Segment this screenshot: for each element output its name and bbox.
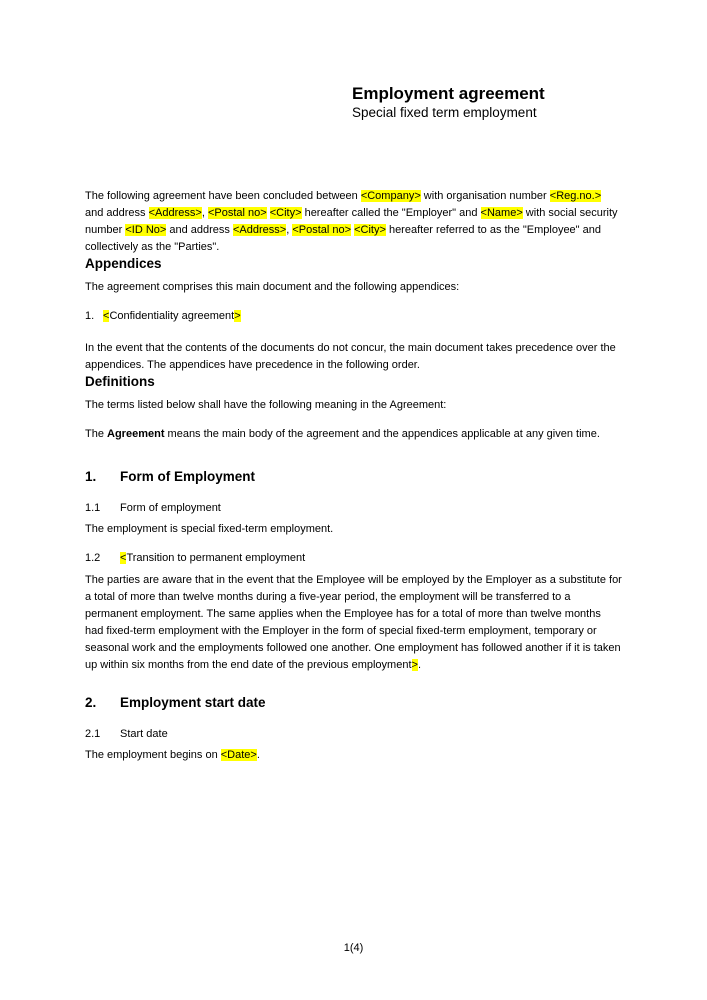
section-2-number: 2. xyxy=(85,695,97,710)
document-header xyxy=(352,84,622,121)
placeholder-highlight: <Address> xyxy=(232,224,287,236)
appendix-item-label xyxy=(103,308,241,325)
subsection-2-1-label: Start date xyxy=(120,728,168,740)
text-segment: means the main body of the agreement and the appendices applicable at any given time. xyxy=(164,428,600,440)
text-segment: hereafter called the "Employer" and xyxy=(301,207,481,219)
subsection-2-1-number: 2.1 xyxy=(85,728,101,740)
subsection-2-1-paragraph xyxy=(85,747,622,764)
appendices-heading: Appendices xyxy=(85,256,162,271)
section-2-heading xyxy=(85,695,622,711)
text-segment: Confidentiality agreement xyxy=(109,310,235,322)
subsection-1-2-paragraph xyxy=(85,572,622,674)
placeholder-highlight: <Reg.no.> xyxy=(549,190,602,202)
section-1-number: 1. xyxy=(85,469,97,484)
text-segment: The xyxy=(85,428,108,440)
placeholder-highlight: > xyxy=(411,659,418,671)
appendices-paragraph-2: In the event that the contents of the documents do not concur, the main document takes precedence over the appendices. The appendices have precedence in the following order. xyxy=(85,342,616,371)
subsection-1-2-heading xyxy=(85,550,622,567)
subsection-1-1-paragraph: The employment is special fixed-term employment. xyxy=(85,523,334,535)
document-content xyxy=(0,84,707,764)
appendix-list-item xyxy=(85,308,622,325)
subsection-2-1-heading xyxy=(85,726,622,743)
subsection-1-2-label xyxy=(120,550,305,567)
definitions-heading: Definitions xyxy=(85,374,155,389)
placeholder-highlight: <Name> xyxy=(480,207,523,219)
subsection-1-1-label: Form of employment xyxy=(120,502,221,514)
text-segment: . xyxy=(256,749,260,761)
placeholder-highlight: > xyxy=(234,310,241,322)
bold-text-segment: Agreement xyxy=(107,428,165,440)
text-segment: The following agreement have been concluded between xyxy=(85,190,361,202)
subsection-1-1-number: 1.1 xyxy=(85,502,101,514)
subsection-1-2-number: 1.2 xyxy=(85,552,101,564)
text-segment: . xyxy=(417,659,422,671)
placeholder-highlight: <Date> xyxy=(220,749,257,761)
placeholder-highlight: < xyxy=(103,310,110,322)
section-1-heading xyxy=(85,469,622,485)
definitions-paragraph-1: The terms listed below shall have the following meaning in the Agreement: xyxy=(85,399,447,411)
document-title: Employment agreement xyxy=(352,84,545,103)
intro-paragraph xyxy=(85,188,622,256)
placeholder-highlight: <Company> xyxy=(360,190,421,202)
text-segment: with social security number xyxy=(85,207,618,236)
text-segment: The employment begins on xyxy=(85,749,221,761)
text-segment: and address xyxy=(166,224,233,236)
document-subtitle: Special fixed term employment xyxy=(352,105,537,120)
placeholder-highlight: <Address> xyxy=(148,207,202,219)
text-segment: with organisation number xyxy=(420,190,550,202)
definitions-paragraph-2 xyxy=(85,426,622,443)
placeholder-highlight: <ID No> xyxy=(125,224,167,236)
placeholder-highlight: <City> xyxy=(354,224,386,236)
placeholder-highlight: <Postal no> xyxy=(292,224,352,236)
appendix-item-number: 1. xyxy=(85,310,95,322)
footer-page-number: 1(4) xyxy=(343,942,364,954)
subsection-1-1-heading xyxy=(85,500,622,517)
text-segment: hereafter referred to as the "Employee" and collectively as the "Parties". xyxy=(85,224,601,253)
text-segment: , xyxy=(286,224,293,236)
placeholder-highlight: < xyxy=(120,552,127,564)
section-1-label: Form of Employment xyxy=(120,469,256,484)
placeholder-highlight: <Postal no> xyxy=(207,207,267,219)
text-segment: The parties are aware that in the event that the Employee will be employed by the Employer as a substitute for a total of more than twelve months during a five-year period, the employment will be transferred to a permanent employment. The same applies when the Employee has for a total of more than twelve months had fixed-term employment with the Employer in the form of special fixed-term employment, temporary or seasonal work and the employments followed one another. One employment has followed another if it is taken up within six months from the end date of the previous employment xyxy=(85,574,622,671)
text-segment: and address xyxy=(85,207,149,219)
section-2-label: Employment start date xyxy=(120,695,266,710)
text-segment: Transition to permanent employment xyxy=(126,552,306,564)
text-segment: , xyxy=(201,207,208,219)
appendices-paragraph-1: The agreement comprises this main document and the following appendices: xyxy=(85,281,460,293)
placeholder-highlight: <City> xyxy=(269,207,302,219)
